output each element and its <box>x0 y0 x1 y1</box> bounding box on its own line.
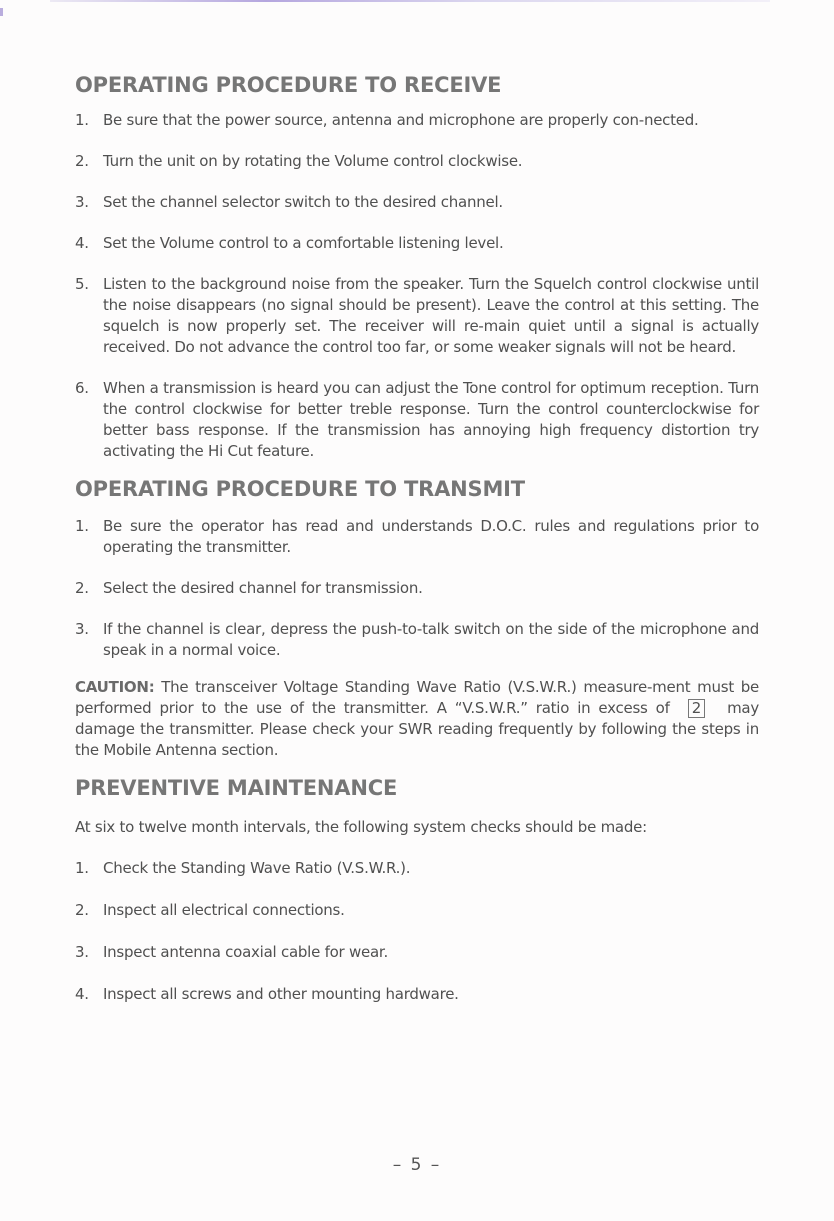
step-text: If the channel is clear, depress the push-to-talk switch on the side of the microphone and speak in a normal voice. <box>103 620 759 659</box>
maintenance-check <box>75 900 759 921</box>
transmit-steps <box>75 516 759 661</box>
maintenance-check <box>75 984 759 1005</box>
step-number: 3. <box>75 943 89 961</box>
heading-maintenance: PREVENTIVE MAINTENANCE <box>75 776 398 800</box>
receive-step <box>75 110 759 131</box>
step-number: 4. <box>75 234 89 252</box>
step-text: Check the Standing Wave Ratio (V.S.W.R.). <box>103 859 411 877</box>
transmit-step <box>75 578 759 599</box>
step-text: Set the Volume control to a comfortable listening level. <box>103 234 504 252</box>
step-number: 1. <box>75 859 89 877</box>
receive-step <box>75 192 759 213</box>
step-text: Be sure that the power source, antenna and microphone are properly con-nected. <box>103 111 699 129</box>
vswr-limit-box: 2 <box>688 699 705 718</box>
step-text: Set the channel selector switch to the desired channel. <box>103 193 503 211</box>
step-text: When a transmission is heard you can adjust the Tone control for optimum reception. Turn the control clockwise for better treble response. Turn the control counterclockwise for better bass response. If the transmission has annoying high frequency distortion try activating the Hi Cut feature. <box>103 379 759 460</box>
step-text: Listen to the background noise from the speaker. Turn the Squelch control clockwise until the noise disappears (no signal should be present). Leave the control at this setting. The squelch is now properly set. The receiver will re-main quiet until a signal is actually received. Do not advance the control too far, or some weaker signals will not be heard. <box>103 275 759 356</box>
receive-step <box>75 274 759 358</box>
maintenance-check <box>75 858 759 879</box>
heading-transmit: OPERATING PROCEDURE TO TRANSMIT <box>75 477 525 501</box>
step-number: 2. <box>75 152 89 170</box>
transmit-step <box>75 619 759 661</box>
page-top-edge <box>50 0 770 2</box>
maintenance-intro: At six to twelve month intervals, the following system checks should be made: <box>75 818 647 836</box>
step-text: Turn the unit on by rotating the Volume control clockwise. <box>103 152 523 170</box>
page-number: – 5 – <box>392 1155 442 1175</box>
receive-steps <box>75 110 759 462</box>
caution-label: CAUTION: <box>75 678 155 696</box>
manual-page <box>75 70 759 1005</box>
receive-step <box>75 151 759 172</box>
caution-note <box>75 677 759 761</box>
step-text: Inspect antenna coaxial cable for wear. <box>103 943 388 961</box>
step-number: 6. <box>75 379 89 397</box>
step-number: 3. <box>75 620 89 638</box>
step-text: Inspect all screws and other mounting hardware. <box>103 985 459 1003</box>
step-text: Select the desired channel for transmission. <box>103 579 423 597</box>
maintenance-check <box>75 942 759 963</box>
step-number: 3. <box>75 193 89 211</box>
step-number: 1. <box>75 517 89 535</box>
step-number: 5. <box>75 275 89 293</box>
step-number: 4. <box>75 985 89 1003</box>
caution-text-after: may damage the transmitter. Please check your SWR reading frequently by following the steps in the Mobile Antenna section. <box>75 699 759 759</box>
step-number: 1. <box>75 111 89 129</box>
step-text: Inspect all electrical connections. <box>103 901 345 919</box>
receive-step <box>75 378 759 462</box>
receive-step <box>75 233 759 254</box>
heading-receive: OPERATING PROCEDURE TO RECEIVE <box>75 73 502 97</box>
transmit-step <box>75 516 759 558</box>
caution-text-before: The transceiver Voltage Standing Wave Ratio (V.S.W.R.) measure-ment must be performed prior to the use of the transmitter. A “V.S.W.R.” ratio in excess of <box>75 678 759 717</box>
step-text: Be sure the operator has read and understands D.O.C. rules and regulations prior to operating the transmitter. <box>103 517 759 556</box>
maintenance-checks <box>75 858 759 1005</box>
step-number: 2. <box>75 901 89 919</box>
scan-margin-mark <box>0 8 3 16</box>
step-number: 2. <box>75 579 89 597</box>
